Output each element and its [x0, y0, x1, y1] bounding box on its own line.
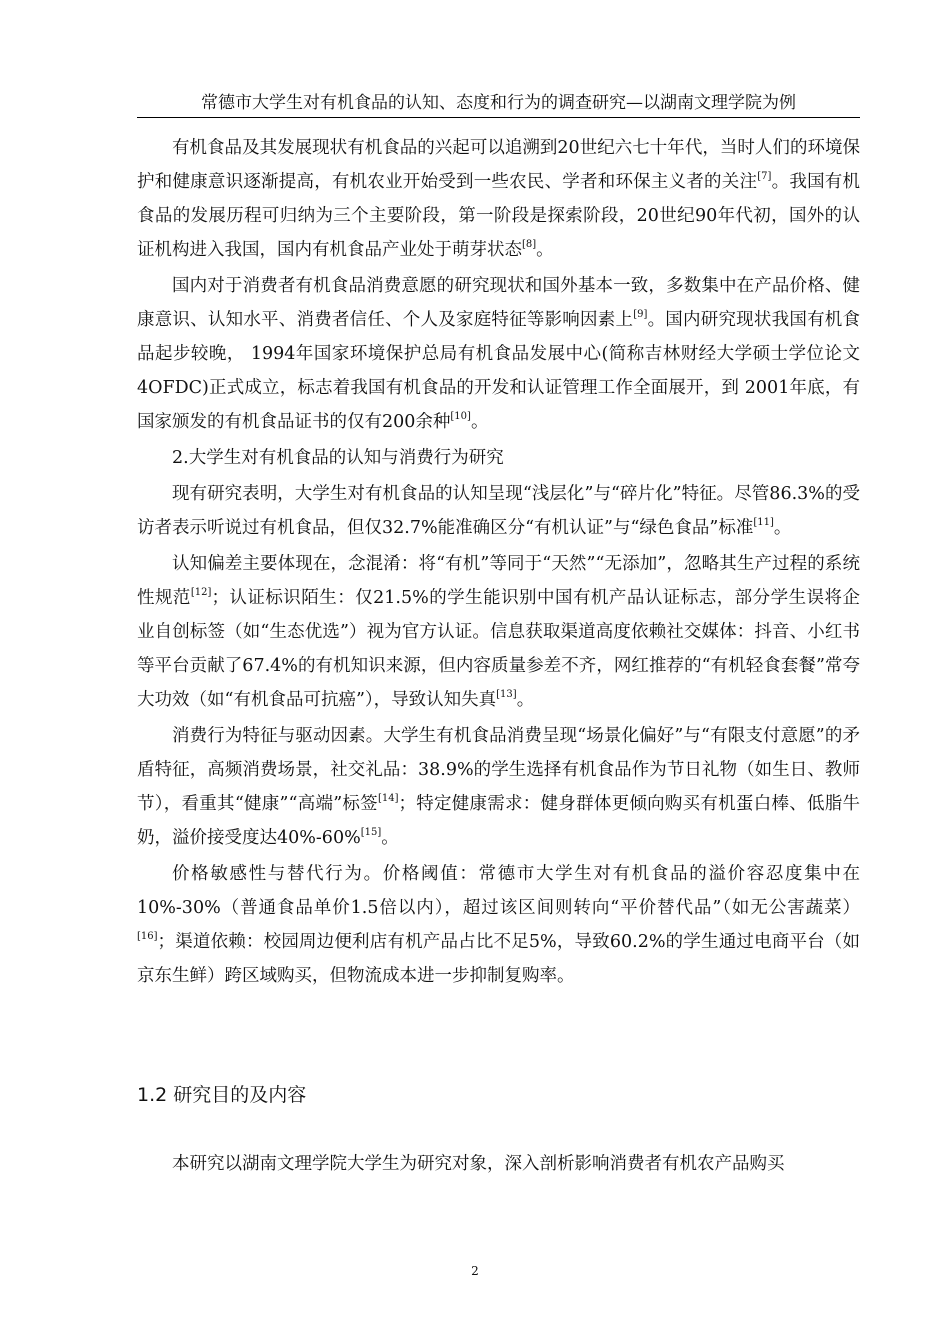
header-divider: [137, 117, 860, 118]
citation: [9]: [633, 309, 648, 320]
body-text: [137, 131, 860, 995]
paragraph: 国内对于消费者有机食品消费意愿的研究现状和国外基本一致，多数集中在产品价格、健康意识、认知水平、消费者信任、个人及家庭特征等影响因素上[9]。国内研究现状我国有机食品起步较晚， 1994年国家环境保护总局有机食品发展中心(简称吉林财经大学硕士学位论文4OFDC)正式成立，标志着我国有机食品的开发和认证管理工作全面展开，到 2001年底，有国家颁发的有机食品证书的仅有200余种[10]。: [137, 276, 861, 432]
paragraph: 消费行为特征与驱动因素。大学生有机食品消费呈现“场景化偏好”与“有限支付意愿”的矛盾特征，高频消费场景，社交礼品：38.9%的学生选择有机食品作为节日礼物（如生日、教师节），看重其“健康”“高端”标签[14]；特定健康需求：健身群体更倾向购买有机蛋白棒、低脂牛奶，溢价接受度达40%-60%[15]。: [137, 726, 860, 848]
paragraph: 认知偏差主要体现在，念混淆：将“有机”等同于“天然”“无添加”，忽略其生产过程的系统性规范[12]；认证标识陌生：仅21.5%的学生能识别中国有机产品认证标志，部分学生误将企业自创标签（如“生态优选”）视为官方认证。信息获取渠道高度依赖社交媒体：抖音、小红书等平台贡献了67.4%的有机知识来源，但内容质量参差不齐，网红推荐的“有机轻食套餐”常夸大功效（如“有机食品可抗癌”），导致认知失真[13]。: [137, 554, 860, 710]
citation: [16]: [137, 931, 158, 942]
paragraph: 本研究以湖南文理学院大学生为研究对象，深入剖析影响消费者有机农产品购买: [172, 1154, 785, 1174]
citation: [14]: [377, 793, 399, 804]
citation: [11]: [753, 517, 774, 528]
citation: [8]: [522, 239, 537, 250]
section-heading: 1.2 研究目的及内容: [137, 1084, 307, 1106]
subsection-title: 2.大学生对有机食品的认知与消费行为研究: [172, 448, 504, 468]
citation: [10]: [450, 411, 471, 422]
page-number: 2: [471, 1264, 479, 1278]
paragraph: 有机食品及其发展现状有机食品的兴起可以追溯到20世纪六七十年代，当时人们的环境保护和健康意识逐渐提高，有机农业开始受到一些农民、学者和环保主义者的关注[7]。我国有机食品的发展历程可归纳为三个主要阶段，第一阶段是探索阶段，20世纪90年代初，国外的认证机构进入我国，国内有机食品产业处于萌芽状态[8]。: [137, 138, 861, 260]
citation: [7]: [757, 171, 772, 182]
citation: [13]: [496, 689, 517, 700]
paragraph: 现有研究表明，大学生对有机食品的认知呈现“浅层化”与“碎片化”特征。尽管86.3%的受访者表示听说过有机食品，但仅32.7%能准确区分“有机认证”与“绿色食品”标准[11]。: [137, 484, 860, 538]
paragraph: 价格敏感性与替代行为。价格阈值：常德市大学生对有机食品的溢价容忍度集中在10%-30%（普通食品单价1.5倍以内），超过该区间则转向“平价替代品”（如无公害蔬菜）[16]；渠道依赖：校园周边便利店有机产品占比不足5%，导致60.2%的学生通过电商平台（如京东生鲜）跨区域购买，但物流成本进一步抑制复购率。: [137, 864, 860, 986]
running-header: 常德市大学生对有机食品的认知、态度和行为的调查研究—以湖南文理学院为例: [201, 93, 796, 113]
citation: [15]: [360, 827, 382, 838]
section-body: [137, 1147, 860, 1181]
citation: [12]: [190, 587, 212, 598]
